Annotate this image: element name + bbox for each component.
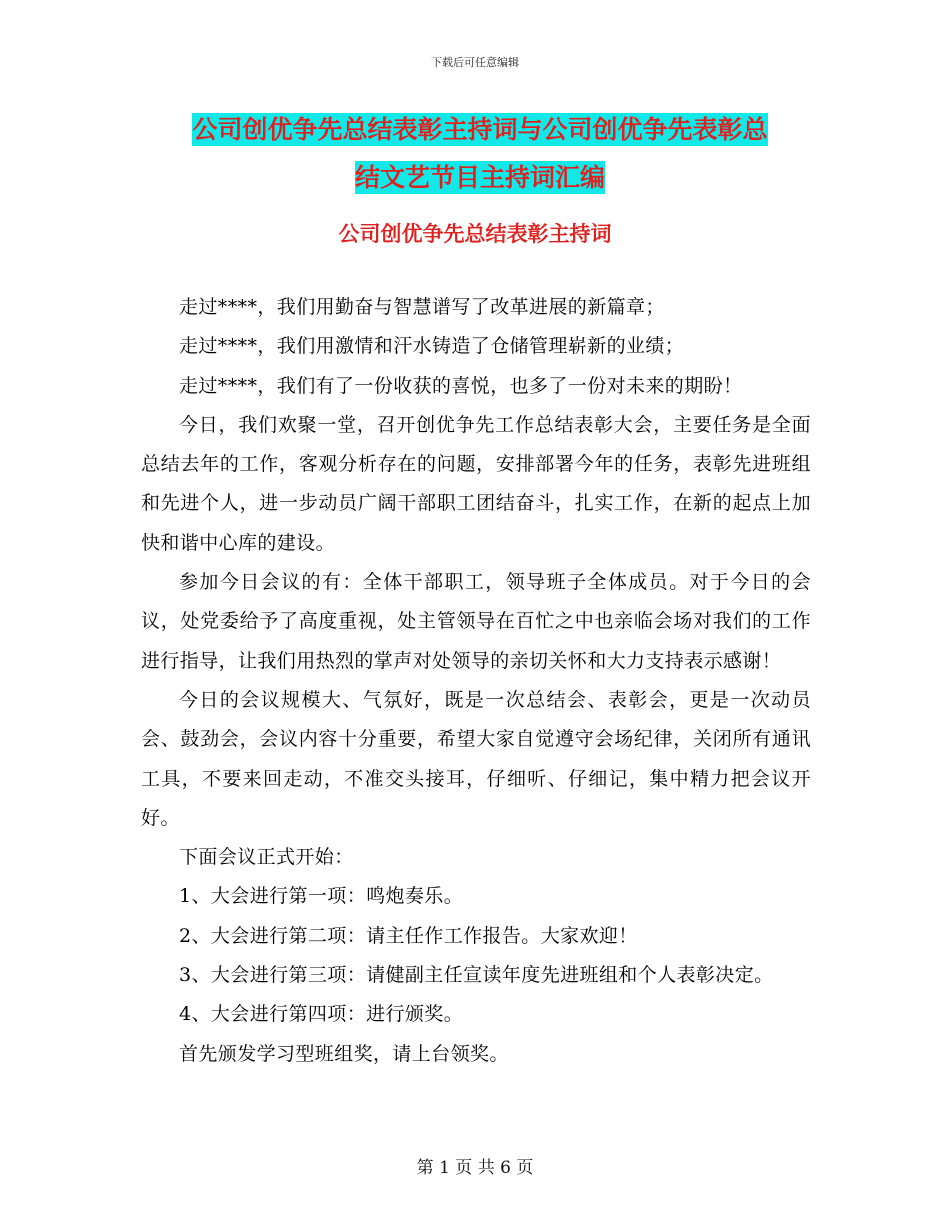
list-item: 3、大会进行第三项：请健副主任宣读年度先进班组和个人表彰决定。 [179, 964, 774, 987]
document-body [141, 288, 811, 1074]
list-item: 1、大会进行第一项：鸣炮奏乐。 [179, 885, 464, 908]
paragraph: 走过****，我们用激情和汗水铸造了仓储管理崭新的业绩； [179, 335, 685, 358]
paragraph: 今日，我们欢聚一堂，召开创优争先工作总结表彰大会，主要任务是全面总结去年的工作，客观分析存在的问题，安排部署今年的任务，表彰先进班组和先进个人，进一步动员广阔干部职工团结奋斗，扎实工作，在新的起点上加快和谐中心库的建设。 [141, 413, 811, 554]
document-title-line-1: 公司创优争先总结表彰主持词与公司创优争先表彰总 [192, 115, 768, 144]
paragraph: 今日的会议规模大、气氛好，既是一次总结会、表彰会，更是一次动员会、鼓劲会，会议内容十分重要，希望大家自觉遵守会场纪律，关闭所有通讯工具，不要来回走动，不准交头接耳，仔细听、仔细记，集中精力把会议开好。 [141, 688, 811, 829]
section-title: 公司创优争先总结表彰主持词 [338, 222, 612, 246]
list-item: 2、大会进行第二项：请主任作工作报告。大家欢迎！ [179, 924, 638, 947]
list-item: 4、大会进行第四项：进行颁奖。 [179, 1003, 464, 1026]
paragraph: 走过****，我们有了一份收获的喜悦，也多了一份对未来的期盼！ [179, 374, 743, 397]
document-title-line-2: 结文艺节目主持词汇编 [354, 163, 605, 192]
header-note: 下载后可任意编辑 [431, 56, 519, 69]
page-number: 第 1 页 共 6 页 [416, 1158, 534, 1178]
paragraph: 下面会议正式开始： [179, 846, 354, 869]
paragraph: 首先颁发学习型班组奖，请上台领奖。 [179, 1042, 509, 1065]
paragraph: 参加今日会议的有：全体干部职工，领导班子全体成员。对于今日的会议，处党委给予了高度重视，处主管领导在百忙之中也亲临会场对我们的工作进行指导，让我们用热烈的掌声对处领导的亲切关怀和大力支持表示感谢！ [141, 571, 811, 672]
document-title [130, 106, 830, 202]
paragraph: 走过****，我们用勤奋与智慧谱写了改革进展的新篇章； [179, 296, 665, 318]
